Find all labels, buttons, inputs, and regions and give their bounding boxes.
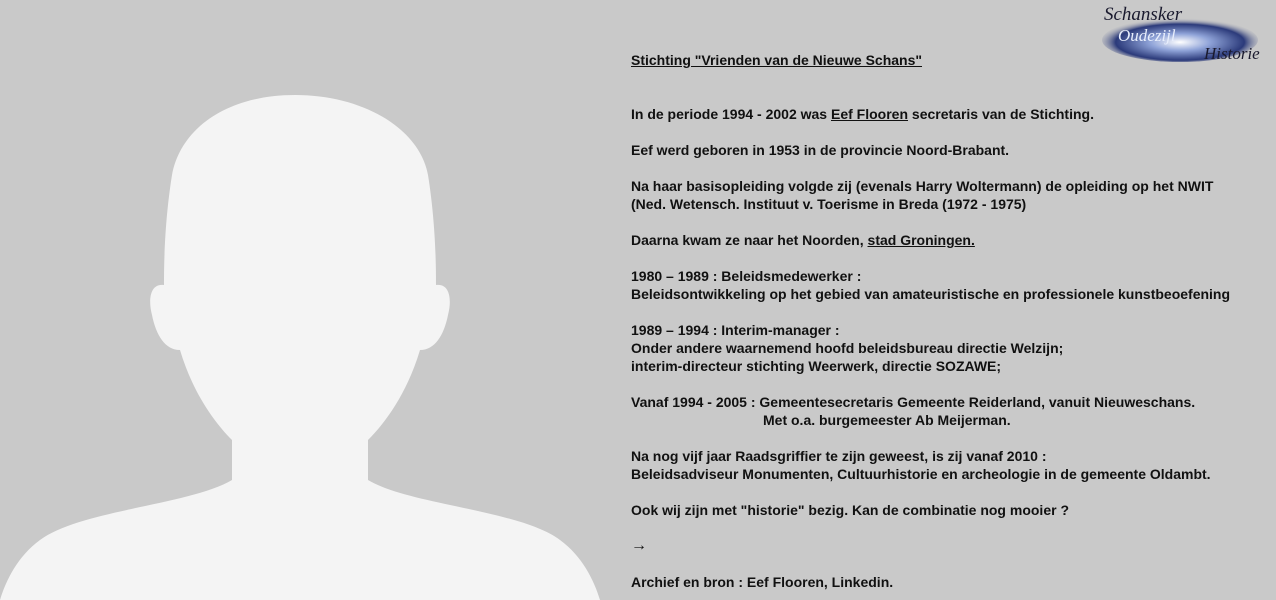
eef-flooren-link[interactable]: Eef Flooren (831, 106, 909, 122)
career-1980-title: 1980 – 1989 : Beleidsmedewerker : (631, 268, 862, 284)
career-1989-title: 1989 – 1994 : Interim-manager : (631, 322, 840, 338)
career-1994-desc: Met o.a. burgemeester Ab Meijerman. (763, 412, 1011, 428)
logo-line3: Historie (1204, 44, 1260, 63)
profile-placeholder (0, 0, 600, 600)
career-1989-desc-2: interim-directeur stichting Weerwerk, directie SOZAWE; (631, 358, 1002, 374)
source-credit: Archief en bron : Eef Flooren, Linkedin. (631, 574, 894, 590)
arrow-right-icon[interactable]: → (631, 537, 647, 554)
paragraph-north (631, 231, 1276, 249)
article-body (631, 51, 1276, 591)
paragraph-period (631, 105, 1276, 123)
text: Daarna kwam ze naar het Noorden, (631, 232, 868, 248)
career-1994-title: Vanaf 1994 - 2005 : Gemeentesecretaris Gemeente Reiderland, vanuit Nieuweschans. (631, 394, 1196, 410)
career-2010-title: Na nog vijf jaar Raadsgriffier te zijn geweest, is zij vanaf 2010 : (631, 448, 1047, 464)
logo-line2: Oudezijl (1118, 26, 1176, 45)
page-title: Stichting "Vrienden van de Nieuwe Schans" (631, 52, 923, 68)
career-1989-desc-1: Onder andere waarnemend hoofd beleidsbureau directie Welzijn; (631, 340, 1064, 356)
text: secretaris van de Stichting. (908, 106, 1094, 122)
paragraph-history: Ook wij zijn met "historie" bezig. Kan de combinatie nog mooier ? (631, 502, 1069, 518)
text: In de periode 1994 - 2002 was (631, 106, 831, 122)
person-silhouette-icon (0, 0, 600, 600)
paragraph-education-2: (Ned. Wetensch. Instituut v. Toerisme in Breda (1972 - 1975) (631, 196, 1027, 212)
logo-line1: Schansker (1104, 4, 1183, 25)
career-1980-desc: Beleidsontwikkeling op het gebied van amateuristische en professionele kunstbeoefening (631, 286, 1231, 302)
career-2010-desc: Beleidsadviseur Monumenten, Cultuurhistorie en archeologie in de gemeente Oldambt. (631, 466, 1211, 482)
paragraph-born: Eef werd geboren in 1953 in de provincie Noord-Brabant. (631, 142, 1010, 158)
paragraph-education-1: Na haar basisopleiding volgde zij (evenals Harry Woltermann) de opleiding op het NWIT (631, 178, 1214, 194)
stad-groningen-link[interactable]: stad Groningen. (867, 232, 975, 248)
